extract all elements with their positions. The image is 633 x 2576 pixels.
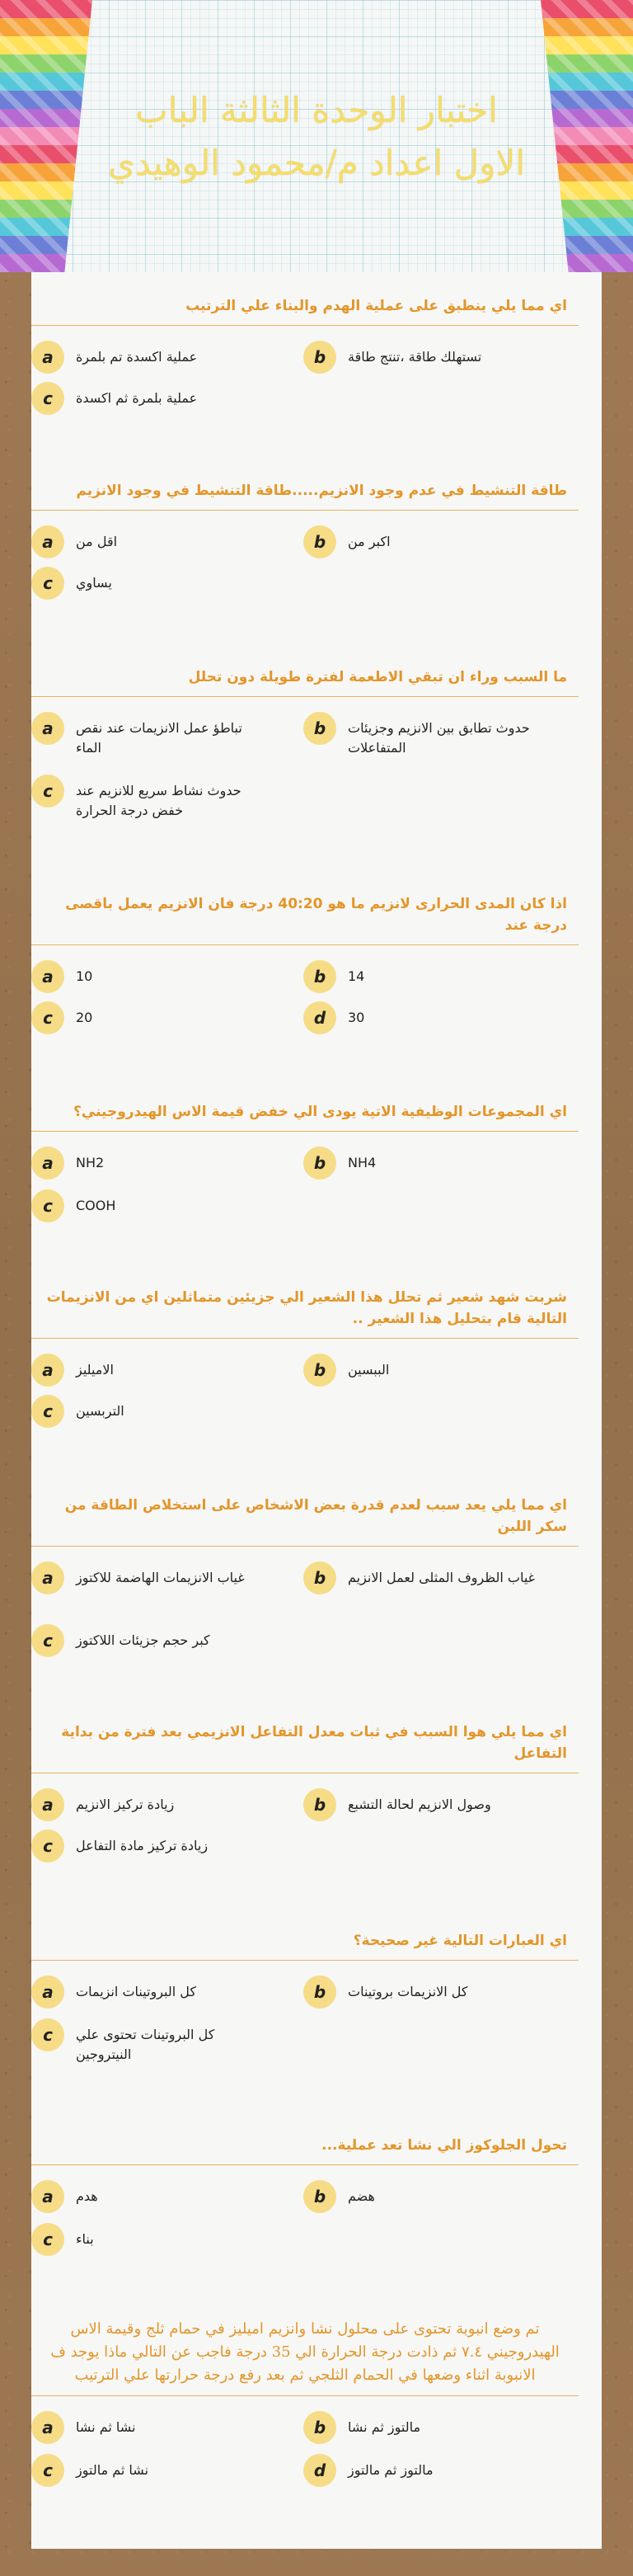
answer-option-c[interactable] xyxy=(31,1830,295,1863)
answer-option-c[interactable] xyxy=(31,1624,295,1657)
answer-option-a[interactable] xyxy=(31,1976,295,2009)
option-letter-badge: c xyxy=(31,567,64,600)
answer-option-c[interactable] xyxy=(31,382,295,415)
answer-option-b[interactable] xyxy=(303,712,567,758)
option-letter-badge: c xyxy=(31,2454,64,2487)
question-text: شربت شهد شعير ثم تحلل هذا الشعير الي جزيئين متماثلين اي من الانزيمات التالية قام بتحليل هذا الشعير .. xyxy=(31,1287,579,1339)
answer-option-text: الاميليز xyxy=(76,1362,114,1377)
option-letter-badge: a xyxy=(31,525,64,558)
answer-option-a[interactable] xyxy=(31,341,295,374)
answer-option-a[interactable] xyxy=(31,712,295,758)
option-letter-badge: a xyxy=(31,960,64,993)
option-letter-badge: a xyxy=(31,1788,64,1821)
question-2 xyxy=(31,480,579,593)
answer-option-text: بناء xyxy=(76,2231,94,2247)
option-letter-badge: a xyxy=(31,1354,64,1387)
answer-option-text: زيادة تركيز مادة التفاعل xyxy=(76,1838,209,1853)
answer-option-text: كبر حجم جزيئات اللاكتوز xyxy=(76,1632,210,1648)
option-letter-badge: c xyxy=(31,1395,64,1428)
question-text: اي مما يلي هوا السبب في ثبات معدل التفاعل الانزيمي بعد فترة من بداية التفاعل xyxy=(31,1721,579,1773)
option-letter-badge: c xyxy=(31,1830,64,1863)
answer-option-text: عملية اكسدة تم بلمرة xyxy=(76,349,198,365)
answer-option-text: مالتوز ثم مالتوز xyxy=(348,2462,434,2478)
option-letter-badge: a xyxy=(31,1976,64,2009)
answer-option-a[interactable] xyxy=(31,1354,295,1387)
question-text: تحول الجلوكوز الي نشا تعد عملية... xyxy=(31,2135,579,2165)
option-letter-badge: b xyxy=(303,2411,336,2444)
answer-option-text: التربسين xyxy=(76,1403,124,1419)
question-text: اي العبارات التالية غير صحيحة؟ xyxy=(31,1930,579,1961)
answer-option-b[interactable] xyxy=(303,2411,567,2444)
question-5 xyxy=(31,1101,579,1216)
option-letter-badge: b xyxy=(303,2180,336,2213)
option-letter-badge: d xyxy=(303,1001,336,1034)
answer-option-text: NH2 xyxy=(76,1155,105,1170)
question-1 xyxy=(31,295,579,408)
answer-option-a[interactable] xyxy=(31,2180,295,2213)
answer-option-text: وصول الانزيم لحالة التشبع xyxy=(348,1797,491,1812)
option-letter-badge: b xyxy=(303,1354,336,1387)
answer-option-c[interactable] xyxy=(31,1189,295,1222)
question-text: اي المجموعات الوظيفية الاتية يودى الي خفض قيمة الاس الهيدروجيني؟ xyxy=(31,1101,579,1132)
option-letter-badge: a xyxy=(31,341,64,374)
answer-option-text: يساوي xyxy=(76,575,112,591)
question-6 xyxy=(31,1287,579,1421)
question-4 xyxy=(31,893,579,1028)
option-letter-badge: c xyxy=(31,2018,64,2051)
answer-option-a[interactable] xyxy=(31,960,295,993)
answer-option-b[interactable] xyxy=(303,1561,567,1594)
answer-option-text: كل الانزيمات بروتينات xyxy=(348,1984,468,1999)
chevron-pattern-left xyxy=(0,0,92,272)
answer-option-b[interactable] xyxy=(303,525,567,558)
question-9 xyxy=(31,1930,579,2062)
quiz-title xyxy=(91,84,542,190)
answer-option-text: حدوث نشاط سريع للانزيم عند خفض درجة الحرارة xyxy=(76,783,241,818)
answer-option-text: زيادة تركيز الانزيم xyxy=(76,1797,175,1812)
question-text: ما السبب وراء ان تبقي الاطعمة لفترة طويلة دون تحلل xyxy=(31,666,579,697)
option-letter-badge: d xyxy=(303,2454,336,2487)
question-7 xyxy=(31,1495,579,1651)
answer-option-b[interactable] xyxy=(303,341,567,374)
option-letter-badge: b xyxy=(303,712,336,745)
answer-option-b[interactable] xyxy=(303,2180,567,2213)
answer-option-a[interactable] xyxy=(31,2411,295,2444)
quiz-title-line2: الاول اعداد م/محمود الوهيدي xyxy=(108,143,525,183)
answer-option-text: NH4 xyxy=(348,1155,377,1170)
answer-option-a[interactable] xyxy=(31,1788,295,1821)
question-text: اي مما يلي يعد سبب لعدم قدرة بعض الاشخاص على استخلاص الطاقة من سكر اللبن xyxy=(31,1495,579,1547)
option-letter-badge: a xyxy=(31,712,64,745)
answer-option-text: 10 xyxy=(76,968,93,984)
option-letter-badge: c xyxy=(31,1624,64,1657)
answer-option-text: الببسين xyxy=(348,1362,390,1377)
answer-option-a[interactable] xyxy=(31,1147,295,1180)
answer-option-d[interactable] xyxy=(303,2454,567,2487)
answer-option-d[interactable] xyxy=(303,1001,567,1034)
option-letter-badge: b xyxy=(303,1976,336,2009)
answer-option-a[interactable] xyxy=(31,525,295,558)
answer-option-text: مالتوز ثم نشا xyxy=(348,2419,421,2435)
question-text: تم وضع انبوبة تحتوى على محلول نشا وانزيم اميليز في حمام ثلج وقيمة الاس الهيدروجيني ٧.٤ ثم ذادت درجة الحرارة الي 35 درجة فاجب عن التالي ماذا يوجد ف الانبوبة اثناء وضعها في الحمام الثلجي ثم بعد رفع درجة حرارتها علي الترتيب xyxy=(31,2318,579,2396)
answer-option-text: 30 xyxy=(348,1010,365,1025)
answer-option-b[interactable] xyxy=(303,1976,567,2009)
answer-option-text: اكبر من xyxy=(348,534,391,549)
answer-option-text: تستهلك طاقة ،تنتج طاقة xyxy=(348,349,482,365)
question-text: طاقة التنشيط في عدم وجود الانزيم.....طاقة التنشيط في وجود الانزيم xyxy=(31,480,579,511)
question-11 xyxy=(31,2318,579,2480)
option-letter-badge: a xyxy=(31,1147,64,1180)
answer-option-text: نشا ثم مالتوز xyxy=(76,2462,149,2478)
answer-option-b[interactable] xyxy=(303,960,567,993)
answer-option-c[interactable] xyxy=(31,567,295,600)
option-letter-badge: b xyxy=(303,1788,336,1821)
question-text: اذا كان المدى الحرارى لانزيم ما هو 40:20 درجة فان الانزيم يعمل باقصى درجة عند xyxy=(31,893,579,945)
answer-option-text: حدوث تطابق بين الانزيم وجزيئات المتفاعلات xyxy=(348,720,530,756)
answer-option-text: COOH xyxy=(76,1198,116,1213)
answer-option-text: هدم xyxy=(76,2188,98,2204)
answer-option-b[interactable] xyxy=(303,1788,567,1821)
option-letter-badge: b xyxy=(303,1147,336,1180)
answer-option-text: كل البروتينات تحتوى علي النيتروجين xyxy=(76,2027,215,2062)
answer-option-c[interactable] xyxy=(31,1395,295,1428)
answer-option-text: اقل من xyxy=(76,534,118,549)
option-letter-badge: b xyxy=(303,960,336,993)
option-letter-badge: b xyxy=(303,341,336,374)
option-letter-badge: c xyxy=(31,2223,64,2256)
question-3 xyxy=(31,666,579,818)
answer-option-text: نشا ثم نشا xyxy=(76,2419,136,2435)
option-letter-badge: a xyxy=(31,2411,64,2444)
answer-option-text: تباطؤ عمل الانزيمات عند نقص الماء xyxy=(76,720,242,756)
answer-option-text: 20 xyxy=(76,1010,93,1025)
answer-option-text: 14 xyxy=(348,968,365,984)
option-letter-badge: a xyxy=(31,2180,64,2213)
answer-option-text: كل البروتينات انزيمات xyxy=(76,1984,197,1999)
option-letter-badge: c xyxy=(31,1189,64,1222)
option-letter-badge: c xyxy=(31,382,64,415)
answer-option-b[interactable] xyxy=(303,1354,567,1387)
answer-option-text: غياب الانزيمات الهاضمة للاكتوز xyxy=(76,1570,245,1585)
quiz-title-line1: اختبار الوحدة الثالثة الباب xyxy=(135,90,498,130)
question-8 xyxy=(31,1721,579,1856)
option-letter-badge: a xyxy=(31,1561,64,1594)
answer-option-b[interactable] xyxy=(303,1147,567,1180)
quiz-header xyxy=(0,0,633,272)
answer-option-text: غياب الظروف المثلى لعمل الانزيم xyxy=(348,1570,536,1585)
option-letter-badge: b xyxy=(303,525,336,558)
option-letter-badge: b xyxy=(303,1561,336,1594)
question-10 xyxy=(31,2135,579,2249)
answer-option-c[interactable] xyxy=(31,2454,295,2487)
chevron-pattern-right xyxy=(541,0,633,272)
answer-option-text: عملية بلمرة ثم اكسدة xyxy=(76,390,198,406)
answer-option-a[interactable] xyxy=(31,1561,295,1594)
answer-option-c[interactable] xyxy=(31,775,295,821)
answer-option-c[interactable] xyxy=(31,2018,295,2065)
option-letter-badge: c xyxy=(31,1001,64,1034)
answer-option-text: هضم xyxy=(348,2188,375,2204)
answer-option-c[interactable] xyxy=(31,2223,295,2256)
option-letter-badge: c xyxy=(31,775,64,808)
question-text: اي مما يلي ينطبق على عملية الهدم والبناء علي الترتيب xyxy=(31,295,579,326)
answer-option-c[interactable] xyxy=(31,1001,295,1034)
